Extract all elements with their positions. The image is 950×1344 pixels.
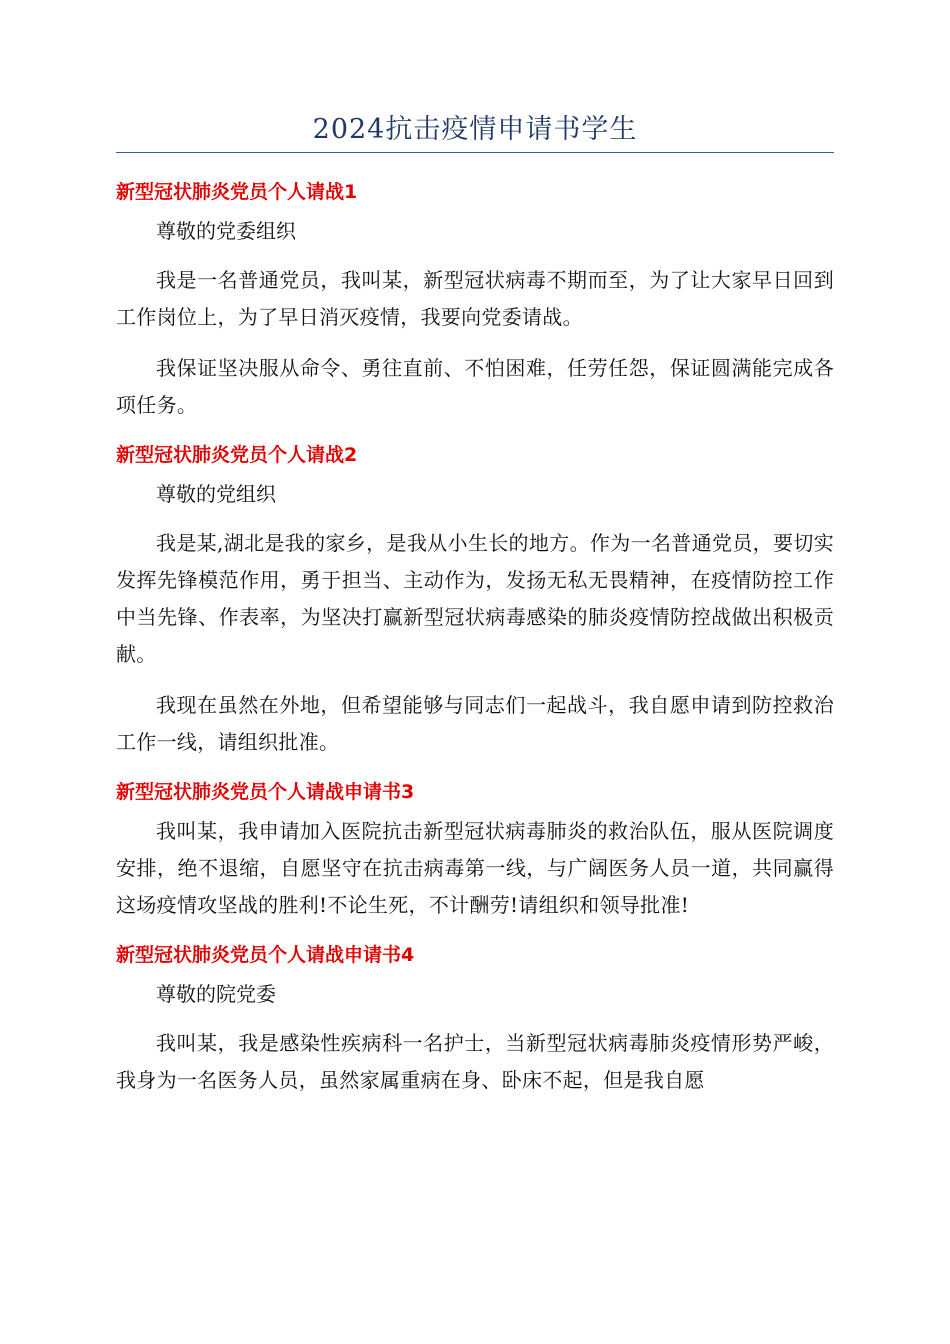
paragraph: 我叫某，我是感染性疾病科一名护士，当新型冠状病毒肺炎疫情形势严峻，我身为一名医务人员，虽然家属重病在身、卧床不起，但是我自愿 xyxy=(116,1031,834,1092)
section-heading: 新型冠状肺炎党员个人请战申请书3 xyxy=(116,781,415,803)
paragraph: 我保证坚决服从命令、勇往直前、不怕困难，任劳任怨，保证圆满能完成各项任务。 xyxy=(116,356,834,417)
section-heading: 新型冠状肺炎党员个人请战申请书4 xyxy=(116,944,415,966)
section-3 xyxy=(116,775,834,924)
paragraph: 我是一名普通党员，我叫某，新型冠状病毒不期而至，为了让大家早日回到工作岗位上，为了早日消灭疫情，我要向党委请战。 xyxy=(116,268,834,329)
section-1 xyxy=(116,175,834,424)
section-2 xyxy=(116,438,834,761)
section-4 xyxy=(116,938,834,1099)
document-page xyxy=(116,110,834,1113)
paragraph: 我是某,湖北是我的家乡，是我从小生长的地方。作为一名普通党员，要切实发挥先锋模范作用，勇于担当、主动作为，发扬无私无畏精神，在疫情防控工作中当先锋、作表率，为坚决打赢新型冠状病毒感染的肺炎疫情防控战做出积极贡献。 xyxy=(116,531,834,666)
salutation: 尊敬的院党委 xyxy=(156,982,276,1006)
section-heading: 新型冠状肺炎党员个人请战2 xyxy=(116,444,358,466)
title-underline xyxy=(116,152,834,153)
paragraph: 我叫某，我申请加入医院抗击新型冠状病毒肺炎的救治队伍，服从医院调度安排，绝不退缩，自愿坚守在抗击病毒第一线，与广阔医务人员一道，共同赢得这场疫情攻坚战的胜利!不论生死，不计酬劳!请组织和领导批准! xyxy=(116,819,834,917)
salutation: 尊敬的党委组织 xyxy=(156,219,296,243)
section-heading: 新型冠状肺炎党员个人请战1 xyxy=(116,181,358,203)
salutation: 尊敬的党组织 xyxy=(156,482,276,506)
document-title: 2024抗击疫情申请书学生 xyxy=(312,114,638,145)
paragraph: 我现在虽然在外地，但希望能够与同志们一起战斗，我自愿申请到防控救治工作一线，请组织批准。 xyxy=(116,693,834,754)
